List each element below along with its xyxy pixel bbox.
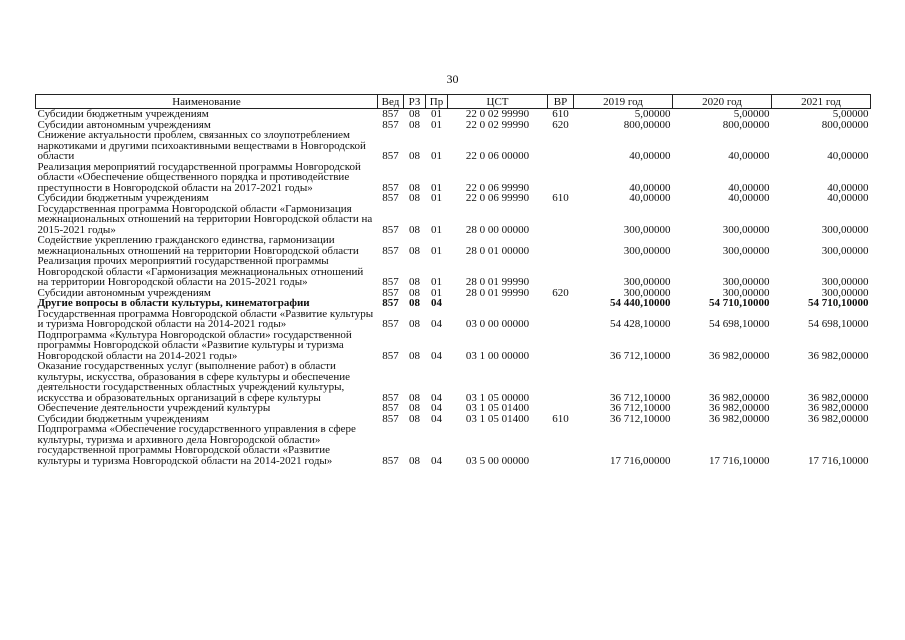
row-vr: 610: [552, 412, 569, 425]
row-2021: 36 982,00000: [808, 349, 869, 362]
header-rz: РЗ: [404, 95, 426, 109]
table-row: [36, 130, 871, 162]
row-cst: 22 0 02 99990: [465, 108, 530, 120]
table-row: [36, 330, 871, 362]
row-cst: 03 1 05 01400: [465, 412, 530, 425]
table-row: [36, 403, 871, 414]
row-ved: 857: [382, 391, 399, 404]
row-rz: 08: [409, 223, 420, 236]
table-header-row: [36, 95, 871, 109]
row-2021: 36 982,00000: [808, 391, 869, 404]
row-name: Субсидии бюджетным учреждениям: [37, 412, 209, 425]
row-vr: [548, 256, 574, 288]
row-pr: 01: [431, 150, 442, 162]
row-name: Субсидии бюджетным учреждениям: [37, 192, 209, 204]
row-2019: 300,00000: [623, 223, 671, 236]
row-2019: 800,00000: [623, 118, 671, 131]
row-2020: 54 710,10000: [709, 297, 770, 309]
row-rz: 08: [409, 118, 420, 131]
row-name: Субсидии автономным учреждениям: [37, 286, 211, 299]
row-cst: 03 1 00 00000: [465, 349, 530, 362]
row-2019: 36 712,10000: [610, 391, 671, 404]
row-name: Реализация мероприятий государственной программы Новгородской области «Обеспечение общественного порядка и противодействие преступности в Новгородской области на 2017-2021 годы»: [37, 160, 361, 194]
row-2020: 800,00000: [722, 118, 770, 131]
row-cst: 03 1 05 00000: [465, 391, 530, 404]
row-ved: 857: [382, 108, 399, 120]
row-pr: 04: [431, 297, 442, 309]
row-rz: 08: [409, 402, 420, 414]
row-2019: 40,00000: [629, 181, 671, 194]
row-2021: 40,00000: [827, 150, 869, 162]
row-2021: 36 982,00000: [808, 402, 869, 414]
row-vr: [548, 361, 574, 403]
row-vr: 620: [552, 286, 569, 299]
row-rz: 08: [409, 349, 420, 362]
row-2021: 40,00000: [827, 192, 869, 204]
row-2021: 5,00000: [832, 108, 869, 120]
row-cst: 22 0 06 00000: [465, 150, 530, 162]
row-name: Реализация прочих мероприятий государственной программы Новгородской области «Гармонизация межнациональных отношений на территории Новгородской области на 2015-2021 годы»: [37, 255, 364, 288]
row-rz: 08: [409, 286, 420, 299]
row-name: Содействие укреплению гражданского единства, гармонизации межнациональных отношений на территории Новгородской области: [37, 234, 359, 257]
page-number: 30: [446, 72, 459, 86]
row-2019: 40,00000: [629, 192, 671, 204]
row-rz: 08: [409, 276, 420, 288]
row-rz: 08: [409, 454, 420, 467]
row-2020: 300,00000: [722, 223, 770, 236]
row-2020: 300,00000: [722, 286, 770, 299]
row-ved: 857: [382, 454, 399, 467]
row-ved: 857: [382, 192, 399, 204]
row-2020: 5,00000: [733, 108, 770, 120]
row-rz: 08: [409, 412, 420, 425]
row-rz: 08: [409, 192, 420, 204]
table-row: [36, 235, 871, 256]
row-cst: 22 0 06 99990: [465, 181, 530, 194]
row-2021: 40,00000: [827, 181, 869, 194]
row-2020: 36 982,00000: [709, 402, 770, 414]
row-ved: 857: [382, 349, 399, 362]
row-2019: 17 716,00000: [610, 454, 671, 467]
row-pr: 01: [431, 108, 442, 120]
row-ved: 857: [382, 286, 399, 299]
row-2020: 54 698,10000: [709, 318, 770, 330]
row-pr: 01: [431, 118, 442, 131]
row-cst: 28 0 01 00000: [465, 244, 530, 257]
row-ved: 857: [382, 318, 399, 330]
header-2019: 2019 год: [574, 95, 673, 109]
row-name: Подпрограмма «Обеспечение государственного управления в сфере культуры, туризма и архивного дела Новгородской области» государственной программы Новгородской области «Развитие культуры и туризма Новгородской области на 2014-2021 годы»: [37, 423, 356, 467]
row-vr: [548, 162, 574, 194]
row-ved: 857: [382, 181, 399, 194]
header-vr: ВР: [548, 95, 574, 109]
row-cst: 28 0 00 00000: [465, 223, 530, 236]
row-2020: 36 982,00000: [709, 412, 770, 425]
row-vr: [548, 424, 574, 466]
row-vr: [548, 403, 574, 414]
row-2020: 40,00000: [728, 181, 770, 194]
row-2021: 17 716,10000: [808, 454, 869, 467]
row-vr: 610: [552, 108, 569, 120]
header-2020: 2020 год: [673, 95, 772, 109]
header-pr: Пр: [426, 95, 448, 109]
row-vr: [548, 298, 574, 309]
row-pr: 01: [431, 223, 442, 236]
row-rz: 08: [409, 244, 420, 257]
row-2019: 300,00000: [623, 244, 671, 257]
row-pr: 01: [431, 192, 442, 204]
row-vr: 610: [552, 192, 569, 204]
row-2021: 800,00000: [821, 118, 869, 131]
row-rz: 08: [409, 150, 420, 162]
row-name: Субсидии бюджетным учреждениям: [37, 108, 209, 120]
row-2021: 300,00000: [821, 244, 869, 257]
header-ved: Вед: [378, 95, 404, 109]
row-2019: 36 712,10000: [610, 412, 671, 425]
row-ved: 857: [382, 150, 399, 162]
row-cst: [448, 298, 548, 309]
row-name: Снижение актуальности проблем, связанных со злоупотреблением наркотиками и другими психоактивными веществами в Новгородской области: [37, 129, 366, 162]
row-2020: 300,00000: [722, 244, 770, 257]
header-2021: 2021 год: [772, 95, 871, 109]
row-2021: 54 698,10000: [808, 318, 869, 330]
table-row: [36, 309, 871, 330]
row-rz: 08: [409, 181, 420, 194]
row-ved: 857: [382, 297, 399, 309]
row-pr: 04: [431, 412, 442, 425]
row-2019: 300,00000: [623, 286, 671, 299]
row-ved: 857: [382, 402, 399, 414]
row-2021: 300,00000: [821, 223, 869, 236]
row-name: Государственная программа Новгородской области «Гармонизация межнациональных отношений на территории Новгородской области на 2015-2021 годы»: [37, 202, 373, 236]
row-ved: 857: [382, 276, 399, 288]
row-rz: 08: [409, 318, 420, 330]
row-vr: [548, 309, 574, 330]
row-vr: [548, 330, 574, 362]
row-pr: 04: [431, 349, 442, 362]
row-ved: 857: [382, 118, 399, 131]
table-row: [36, 193, 871, 204]
row-2020: 17 716,10000: [709, 454, 770, 467]
table-row: [36, 256, 871, 288]
row-pr: 01: [431, 181, 442, 194]
row-2021: 300,00000: [821, 286, 869, 299]
row-pr: 01: [431, 276, 442, 288]
row-pr: 04: [431, 454, 442, 467]
row-2019: 36 712,10000: [610, 402, 671, 414]
row-2020: 36 982,00000: [709, 391, 770, 404]
row-cst: 22 0 06 99990: [465, 192, 530, 204]
table-row: [36, 424, 871, 466]
header-cst: ЦСТ: [448, 95, 548, 109]
row-pr: 01: [431, 244, 442, 257]
row-vr: [548, 204, 574, 236]
row-name: Государственная программа Новгородской области «Развитие культуры и туризма Новгородской области на 2014-2021 годы»: [37, 307, 374, 330]
row-name: Другие вопросы в области культуры, кинематографии: [37, 297, 310, 309]
row-ved: 857: [382, 223, 399, 236]
row-cst: 28 0 01 99990: [465, 286, 530, 299]
row-rz: 08: [409, 297, 420, 309]
row-2020: 36 982,00000: [709, 349, 770, 362]
row-2019: 36 712,10000: [610, 349, 671, 362]
row-2019: 54 428,10000: [610, 318, 671, 330]
row-vr: [548, 235, 574, 256]
table-row: [36, 361, 871, 403]
row-ved: 857: [382, 244, 399, 257]
row-name: Субсидии автономным учреждениям: [37, 118, 211, 131]
table-row: [36, 109, 871, 120]
row-name: Обеспечение деятельности учреждений культуры: [37, 402, 271, 414]
row-2019: 5,00000: [634, 108, 671, 120]
row-2020: 40,00000: [728, 150, 770, 162]
table-row: [36, 162, 871, 194]
row-vr: [548, 130, 574, 162]
row-cst: 03 1 05 01400: [465, 402, 530, 414]
table-row: [36, 204, 871, 236]
header-name: Наименование: [36, 95, 378, 109]
row-pr: 04: [431, 391, 442, 404]
row-cst: 03 0 00 00000: [465, 318, 530, 330]
row-2020: 40,00000: [728, 192, 770, 204]
row-cst: 22 0 02 99990: [465, 118, 530, 131]
row-rz: 08: [409, 108, 420, 120]
row-cst: 03 5 00 00000: [465, 454, 530, 467]
row-2020: 300,00000: [722, 276, 770, 288]
row-2019: 300,00000: [623, 276, 671, 288]
row-ved: 857: [382, 412, 399, 425]
row-2019: 40,00000: [629, 150, 671, 162]
row-name: Подпрограмма «Культура Новгородской области» государственной программы Новгородской области «Развитие культуры и туризма Новгородской области на 2014-2021 годы»: [37, 328, 352, 362]
row-pr: 01: [431, 286, 442, 299]
row-pr: 04: [431, 402, 442, 414]
row-vr: 620: [552, 118, 569, 131]
row-name: Оказание государственных услуг (выполнение работ) в области культуры, искусства, образования в сфере культуры и обеспечение деятельности государственных областных учреждений культуры, искусства и образовательных организаций в сфере культуры: [37, 360, 350, 404]
row-rz: 08: [409, 391, 420, 404]
row-2021: 300,00000: [821, 276, 869, 288]
table-row: [36, 298, 871, 309]
row-cst: 28 0 01 99990: [465, 276, 530, 288]
row-2021: 36 982,00000: [808, 412, 869, 425]
row-pr: 04: [431, 318, 442, 330]
row-2019: 54 440,10000: [610, 297, 671, 309]
row-2021: 54 710,10000: [808, 297, 869, 309]
budget-table: [35, 94, 871, 466]
